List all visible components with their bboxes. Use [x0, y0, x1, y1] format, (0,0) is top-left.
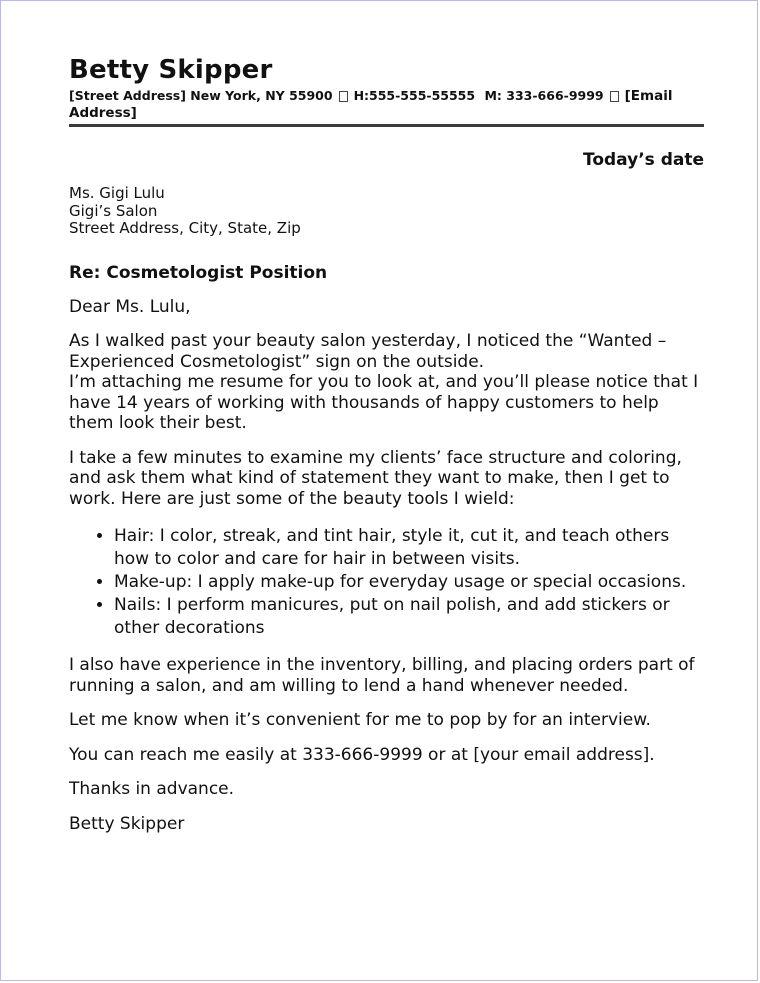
- paragraph-contact: You can reach me easily at 333-666-9999 or at [your email address].: [69, 744, 655, 765]
- paragraph-intro: [69, 331, 704, 434]
- recipient-name: Ms. Gigi Lulu: [69, 184, 165, 202]
- beauty-tools-list: [69, 525, 704, 640]
- paragraph-interview: Let me know when it’s convenient for me to pop by for an interview.: [69, 710, 651, 730]
- contact-home-phone: H:555-555-55555: [353, 88, 476, 103]
- recipient-address: Street Address, City, State, Zip: [69, 219, 301, 237]
- contact-address: [Street Address] New York, NY 55900: [69, 88, 333, 103]
- paragraph-approach: I take a few minutes to examine my clients’ face structure and coloring, and ask them what kind of statement they want to make, then I get to work. Here are just some of the beauty tools I wield:: [69, 447, 682, 509]
- paragraph-intro-sentence-1: As I walked past your beauty salon yesterday, I noticed the “Wanted – Experienced Cosmetologist” sign on the outside.: [69, 331, 667, 372]
- contact-email: [Email Address]: [69, 88, 673, 121]
- contact-mobile-phone: M: 333-666-9999: [484, 88, 604, 103]
- list-item-hair: • Hair: I color, streak, and tint hair, style it, cut it, and teach others how to color and care for hair in between visits.: [114, 525, 704, 571]
- letter-content: [69, 53, 704, 834]
- paragraph-intro-sentence-2: I’m attaching me resume for you to look at, and you’ll please notice that I have 14 years of working with thousands of happy customers to help them look their best.: [69, 372, 699, 433]
- list-item-nails: • Nails: I perform manicures, put on nail polish, and add stickers or other decorations: [114, 594, 704, 640]
- separator-box-icon: [610, 91, 619, 102]
- letter-date: Today’s date: [582, 150, 704, 170]
- greeting: Dear Ms. Lulu,: [69, 296, 191, 317]
- header-divider: [69, 124, 704, 127]
- list-item-makeup: • Make-up: I apply make-up for everyday usage or special occasions.: [114, 571, 704, 594]
- recipient-block: [69, 185, 704, 238]
- paragraph-thanks: Thanks in advance.: [69, 779, 235, 799]
- recipient-company: Gigi’s Salon: [69, 201, 158, 220]
- paragraph-experience: I also have experience in the inventory, billing, and placing orders part of running a salon, and am willing to lend a hand whenever needed.: [69, 655, 695, 696]
- contact-line: [69, 87, 704, 122]
- signature-name: Betty Skipper: [69, 813, 185, 834]
- separator-box-icon: [339, 91, 348, 102]
- sender-name: Betty Skipper: [69, 55, 273, 85]
- subject-line: Re: Cosmetologist Position: [69, 262, 328, 283]
